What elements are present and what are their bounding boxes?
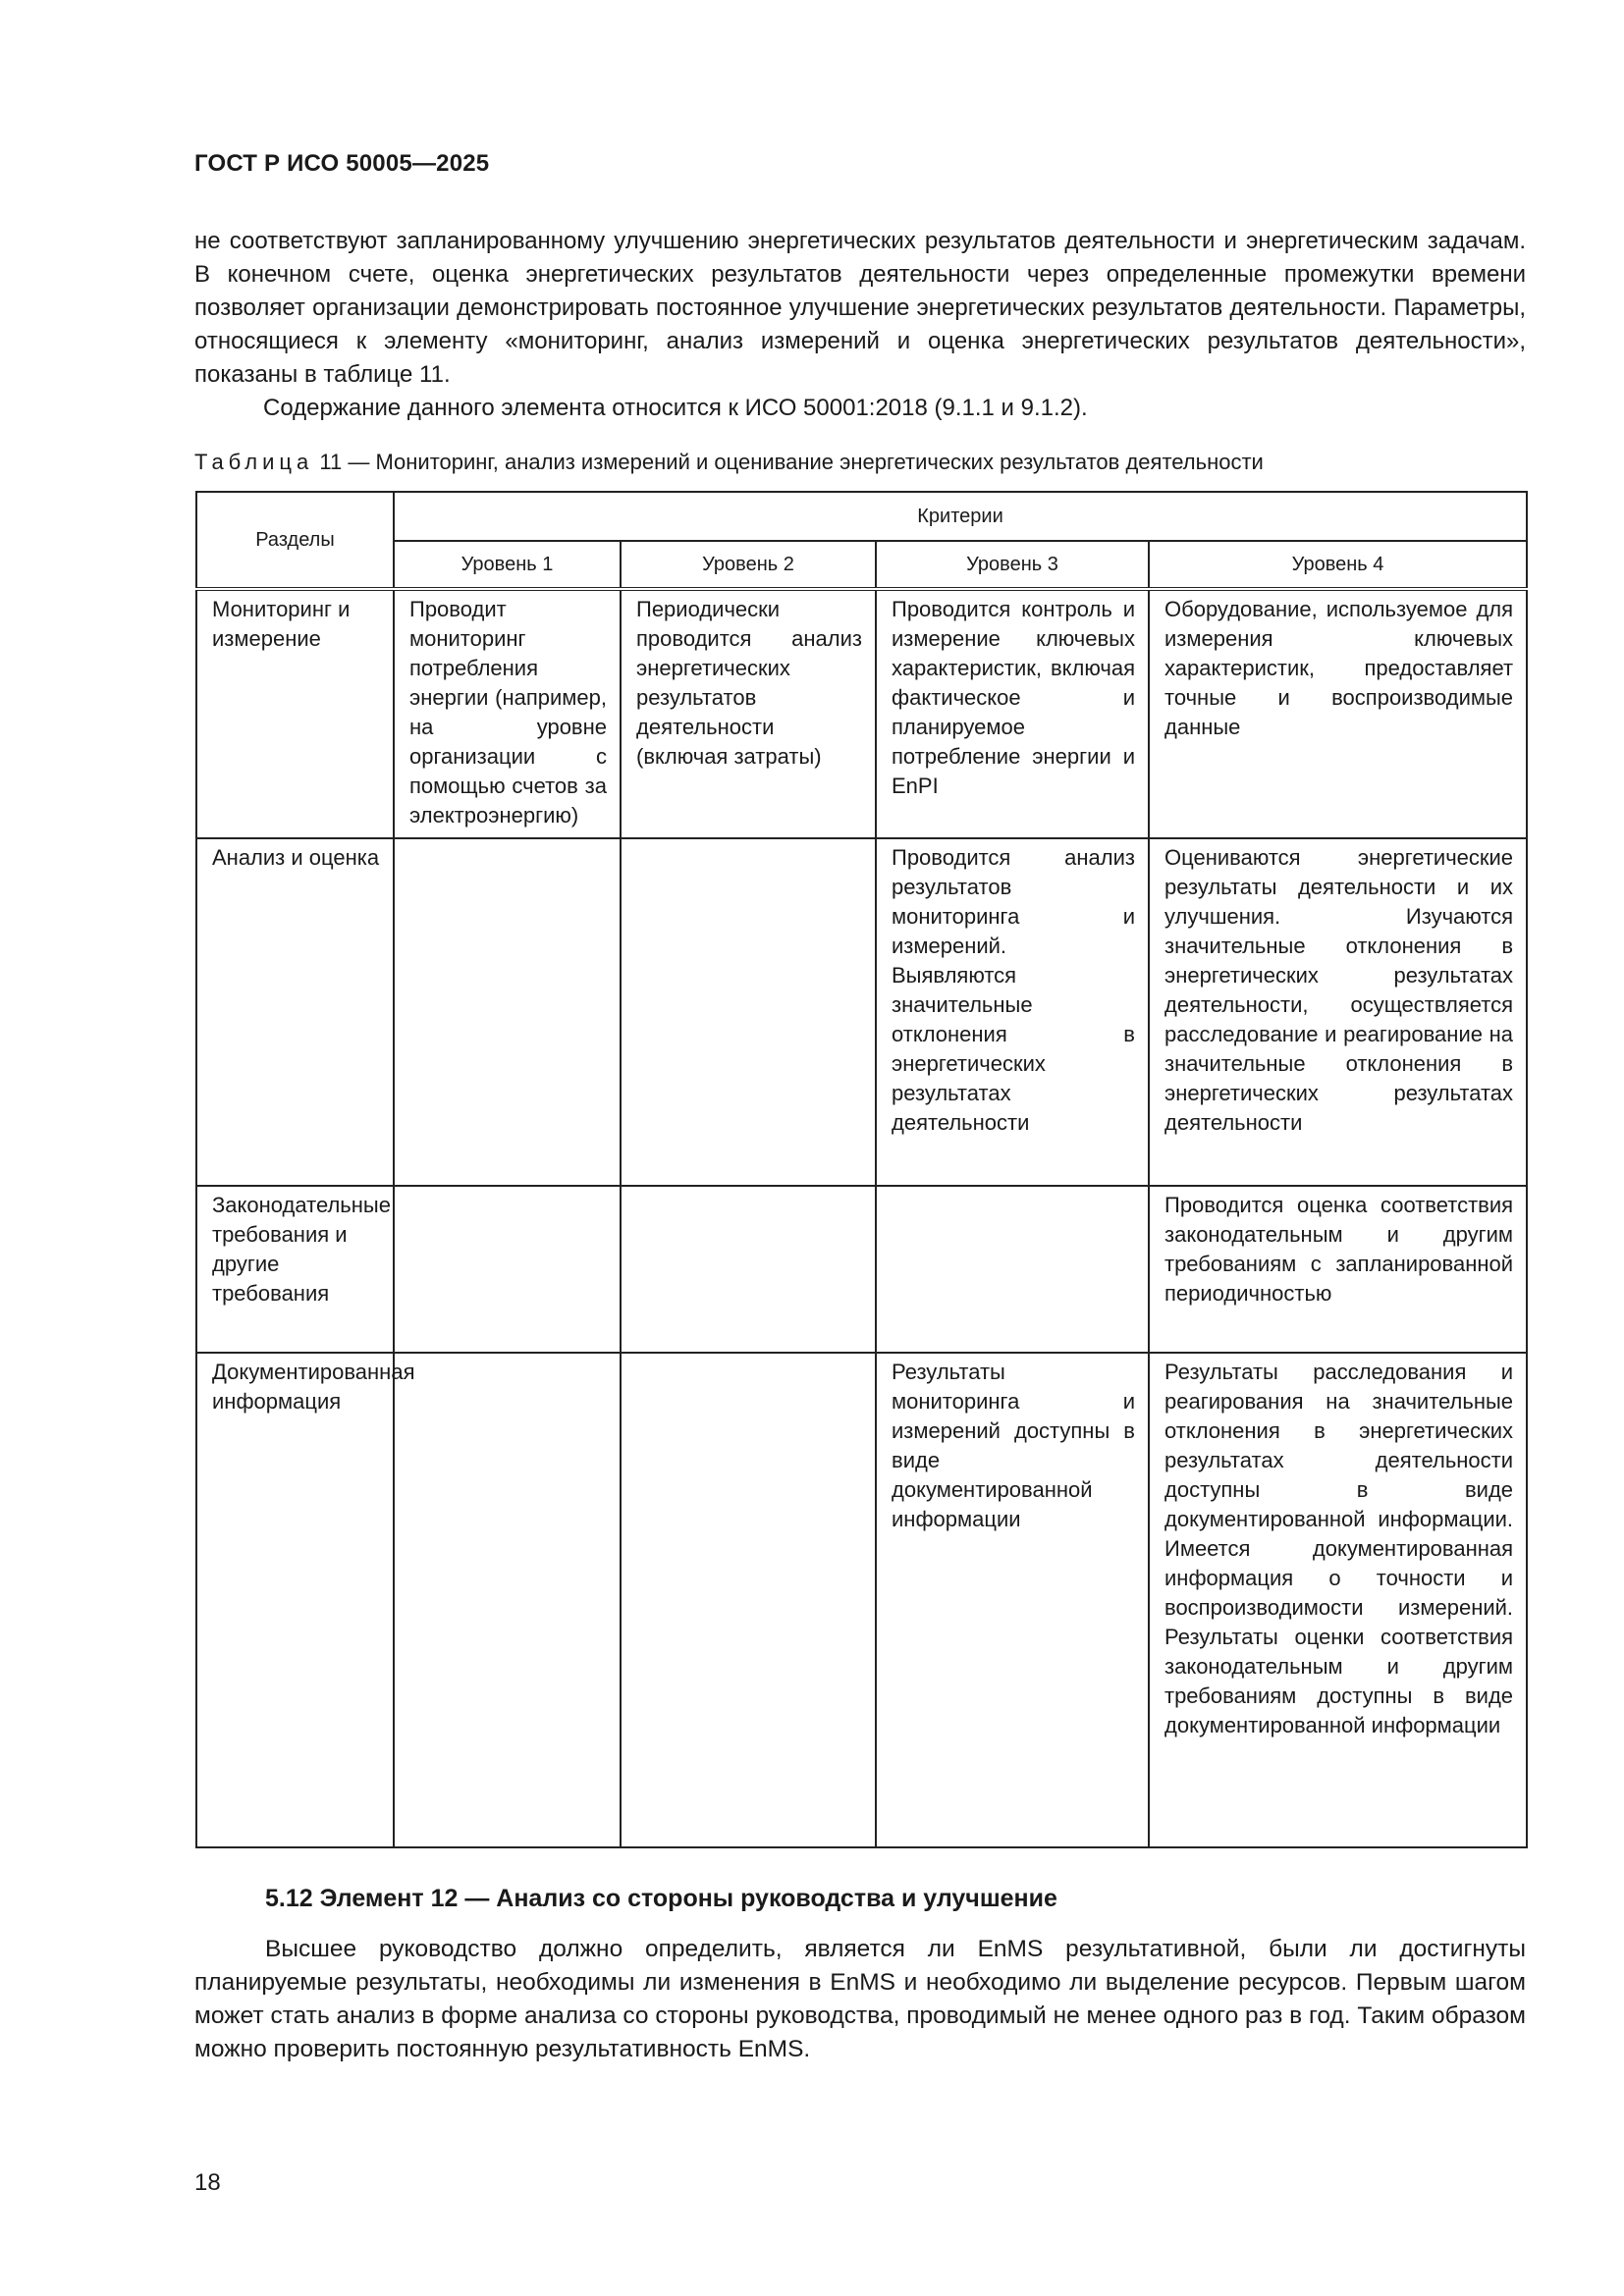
cell-level-4: Результаты расследования и реагирования на значительные отклонения в энергетических результатах деятельности доступны в виде документированной информации. Имеется документированная информация о точности и воспроизводимости измерений. Результаты оценки соответствия законодательным и другим требованиям доступны в виде документированной информации	[1149, 1353, 1527, 1847]
intro-reference-paragraph: Содержание данного элемента относится к ИСО 50001:2018 (9.1.1 и 9.1.2).	[263, 395, 1088, 421]
criteria-table	[195, 491, 1528, 1848]
document-code-header: ГОСТ Р ИСО 50005—2025	[194, 150, 490, 177]
section-body	[194, 1933, 1526, 2066]
cell-level-2: Периодически проводится анализ энергетических результатов деятельности (включая затраты)	[621, 589, 876, 838]
row-section-legal: Законодательные требования и другие требования	[196, 1186, 394, 1353]
section-paragraph: Высшее руководство должно определить, является ли EnMS результативной, были ли достигнуты планируемые результаты, необходимы ли изменения в EnMS и необходимо ли выделение ресурсов. Первым шагом может стать анализ в форме анализа со стороны руководства, проводимый не менее одного раз в год. Таким образом можно проверить постоянную результативность EnMS.	[194, 1936, 1526, 2062]
cell-level-3	[876, 1186, 1149, 1353]
column-header-level-4: Уровень 4	[1149, 541, 1527, 589]
intro-text	[194, 225, 1526, 425]
column-header-sections: Разделы	[196, 492, 394, 589]
cell-level-2	[621, 838, 876, 1186]
column-header-criteria: Критерии	[394, 492, 1527, 541]
cell-level-3: Проводится контроль и измерение ключевых характеристик, включая фактическое и планируемое потребление энергии и EnPI	[876, 589, 1149, 838]
cell-level-1	[394, 1353, 621, 1847]
column-header-level-3: Уровень 3	[876, 541, 1149, 589]
page-number: 18	[194, 2169, 221, 2196]
row-section-analysis: Анализ и оценка	[196, 838, 394, 1186]
cell-level-4: Проводится оценка соответствия законодательным и другим требованиям с запланированной периодичностью	[1149, 1186, 1527, 1353]
row-section-monitoring: Мониторинг и измерение	[196, 589, 394, 838]
section-heading-5-12: 5.12 Элемент 12 — Анализ со стороны руководства и улучшение	[265, 1885, 1057, 1912]
cell-level-4: Оцениваются энергетические результаты деятельности и их улучшения. Изучаются значительные отклонения в энергетических результатах деятельности, осуществляется расследование и реагирование на значительные отклонения в энергетических результатах деятельности	[1149, 838, 1527, 1186]
table-subheader-row	[196, 541, 1527, 589]
table-caption-label: Таблица	[194, 450, 314, 474]
intro-paragraph: не соответствуют запланированному улучшению энергетических результатов деятельности и энергетическим задачам. В конечном счете, оценка энергетических результатов деятельности через определенные промежутки времени позволяет организации демонстрировать постоянное улучшение энергетических результатов деятельности. Параметры, относящиеся к элементу «мониторинг, анализ измерений и оценка энергетических результатов деятельности», показаны в таблице 11.	[194, 228, 1526, 388]
cell-level-4: Оборудование, используемое для измерения ключевых характеристик, предоставляет точные и воспроизводимые данные	[1149, 589, 1527, 838]
cell-level-1	[394, 1186, 621, 1353]
cell-level-1: Проводит мониторинг потребления энергии (например, на уровне организации с помощью счетов за электроэнергию)	[394, 589, 621, 838]
table-caption-text: 11 — Мониторинг, анализ измерений и оценивание энергетических результатов деятельности	[313, 450, 1264, 474]
cell-level-2	[621, 1186, 876, 1353]
table-header-row	[196, 492, 1527, 541]
table-row	[196, 1186, 1527, 1353]
table-row	[196, 838, 1527, 1186]
table-row	[196, 589, 1527, 838]
column-header-level-2: Уровень 2	[621, 541, 876, 589]
row-section-documented-info: Документированная информация	[196, 1353, 394, 1847]
cell-level-1	[394, 838, 621, 1186]
table-caption	[194, 448, 1530, 477]
column-header-level-1: Уровень 1	[394, 541, 621, 589]
cell-level-2	[621, 1353, 876, 1847]
cell-level-3: Результаты мониторинга и измерений доступны в виде документированной информации	[876, 1353, 1149, 1847]
table-row	[196, 1353, 1527, 1847]
cell-level-3: Проводится анализ результатов мониторинга и измерений. Выявляются значительные отклонения в энергетических результатах деятельности	[876, 838, 1149, 1186]
